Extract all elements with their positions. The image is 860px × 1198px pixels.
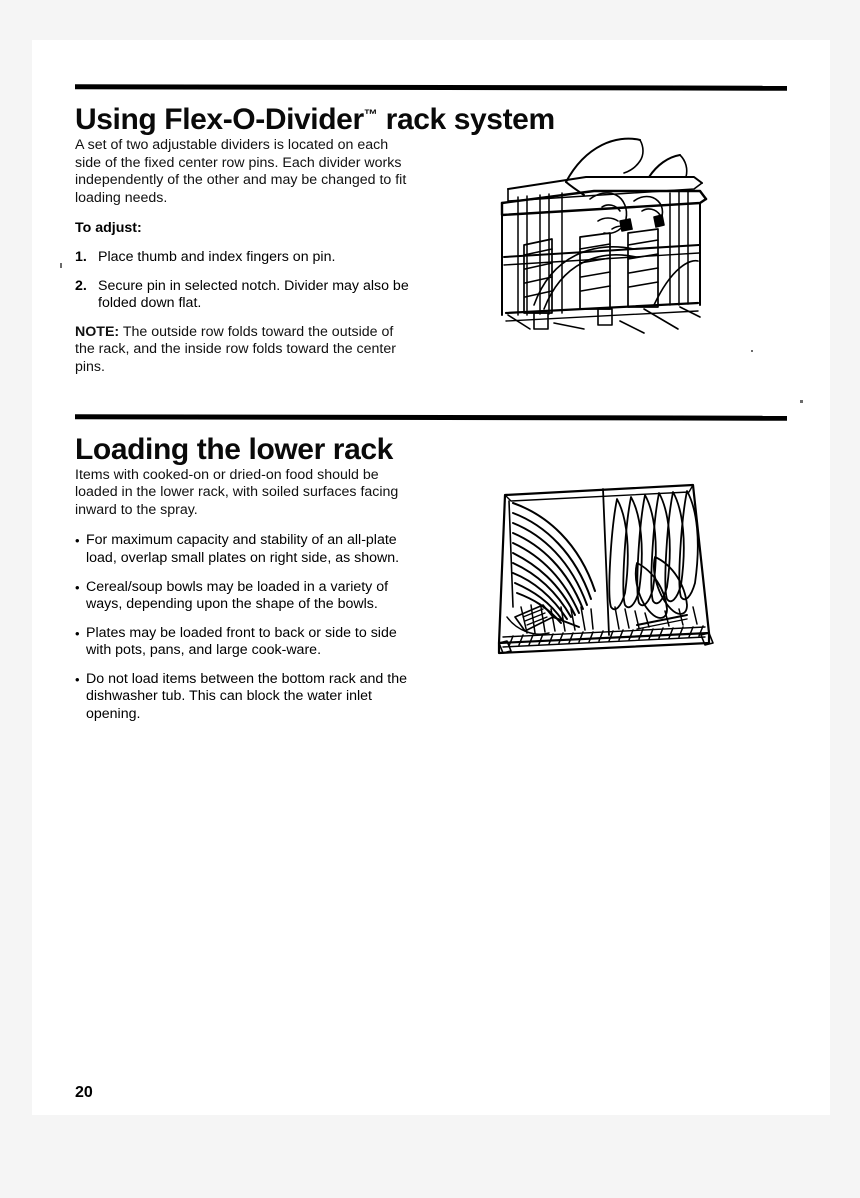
page-title: [75, 103, 787, 137]
intro-paragraph: Items with cooked-on or dried-on food should be loaded in the lower rack, with soiled surfaces facing inward to the spray.: [75, 466, 399, 518]
list-item: [75, 249, 415, 267]
document-page: [32, 40, 830, 1115]
bullet-glyph: •: [75, 671, 80, 687]
step-text: Secure pin in selected notch. Divider may also be folded down flat.: [98, 277, 409, 312]
loading-tips-list: [75, 532, 415, 723]
note-label: NOTE:: [75, 323, 120, 340]
section-text-column: [75, 467, 415, 735]
step-text: Place thumb and index fingers on pin.: [98, 248, 336, 265]
scan-speck: [60, 263, 62, 268]
page-content: [75, 85, 787, 735]
to-adjust-label: To adjust:: [75, 220, 142, 237]
list-item: [75, 625, 415, 660]
step-number: 1.: [75, 248, 87, 265]
bullet-text: Plates may be loaded front to back or side to side with pots, pans, and large cook-ware.: [86, 624, 397, 659]
scan-speck: [800, 400, 803, 403]
bullet-glyph: •: [75, 533, 80, 549]
section-title-main: Using Flex-O-Divider: [75, 103, 364, 136]
page-number: 20: [75, 1084, 93, 1101]
section-loading-lower-rack: [75, 415, 787, 735]
section-illustration-column: [415, 137, 787, 337]
loaded-lower-rack-illustration: [487, 467, 715, 667]
intro-paragraph: A set of two adjustable dividers is located on each side of the fixed center row pins. Each divider works independently of the other and may be changed to fit loading needs.: [75, 137, 407, 206]
list-item: [75, 278, 415, 313]
section-illustration-column: [415, 467, 787, 667]
list-item: [75, 671, 415, 724]
list-item: [75, 579, 415, 614]
step-number: 2.: [75, 277, 87, 294]
section-title-tail: rack system: [377, 103, 555, 136]
dishwasher-rack-divider-hand-illustration: [494, 137, 709, 337]
section-text-column: [75, 137, 415, 377]
section-flex-o-divider: [75, 85, 787, 377]
section-title-main: Loading the lower rack: [75, 432, 393, 466]
note-paragraph: [75, 324, 415, 377]
section-rule: [75, 84, 787, 90]
note-text: The outside row folds toward the outside of the rack, and the inside row folds toward the center pins.: [75, 323, 396, 375]
bullet-text: Do not load items between the bottom rack and the dishwasher tub. This can block the water inlet opening.: [86, 670, 407, 723]
list-item: [75, 532, 415, 567]
bullet-glyph: •: [75, 579, 80, 595]
section-rule: [75, 414, 787, 420]
bullet-glyph: •: [75, 625, 80, 641]
adjust-steps-list: [75, 249, 415, 313]
bullet-text: Cereal/soup bowls may be loaded in a variety of ways, depending upon the shape of the bowls.: [86, 578, 389, 613]
trademark-symbol: ™: [363, 106, 378, 122]
bullet-text: For maximum capacity and stability of an all-plate load, overlap small plates on right side, as shown.: [86, 532, 400, 566]
page-title: [75, 433, 787, 467]
